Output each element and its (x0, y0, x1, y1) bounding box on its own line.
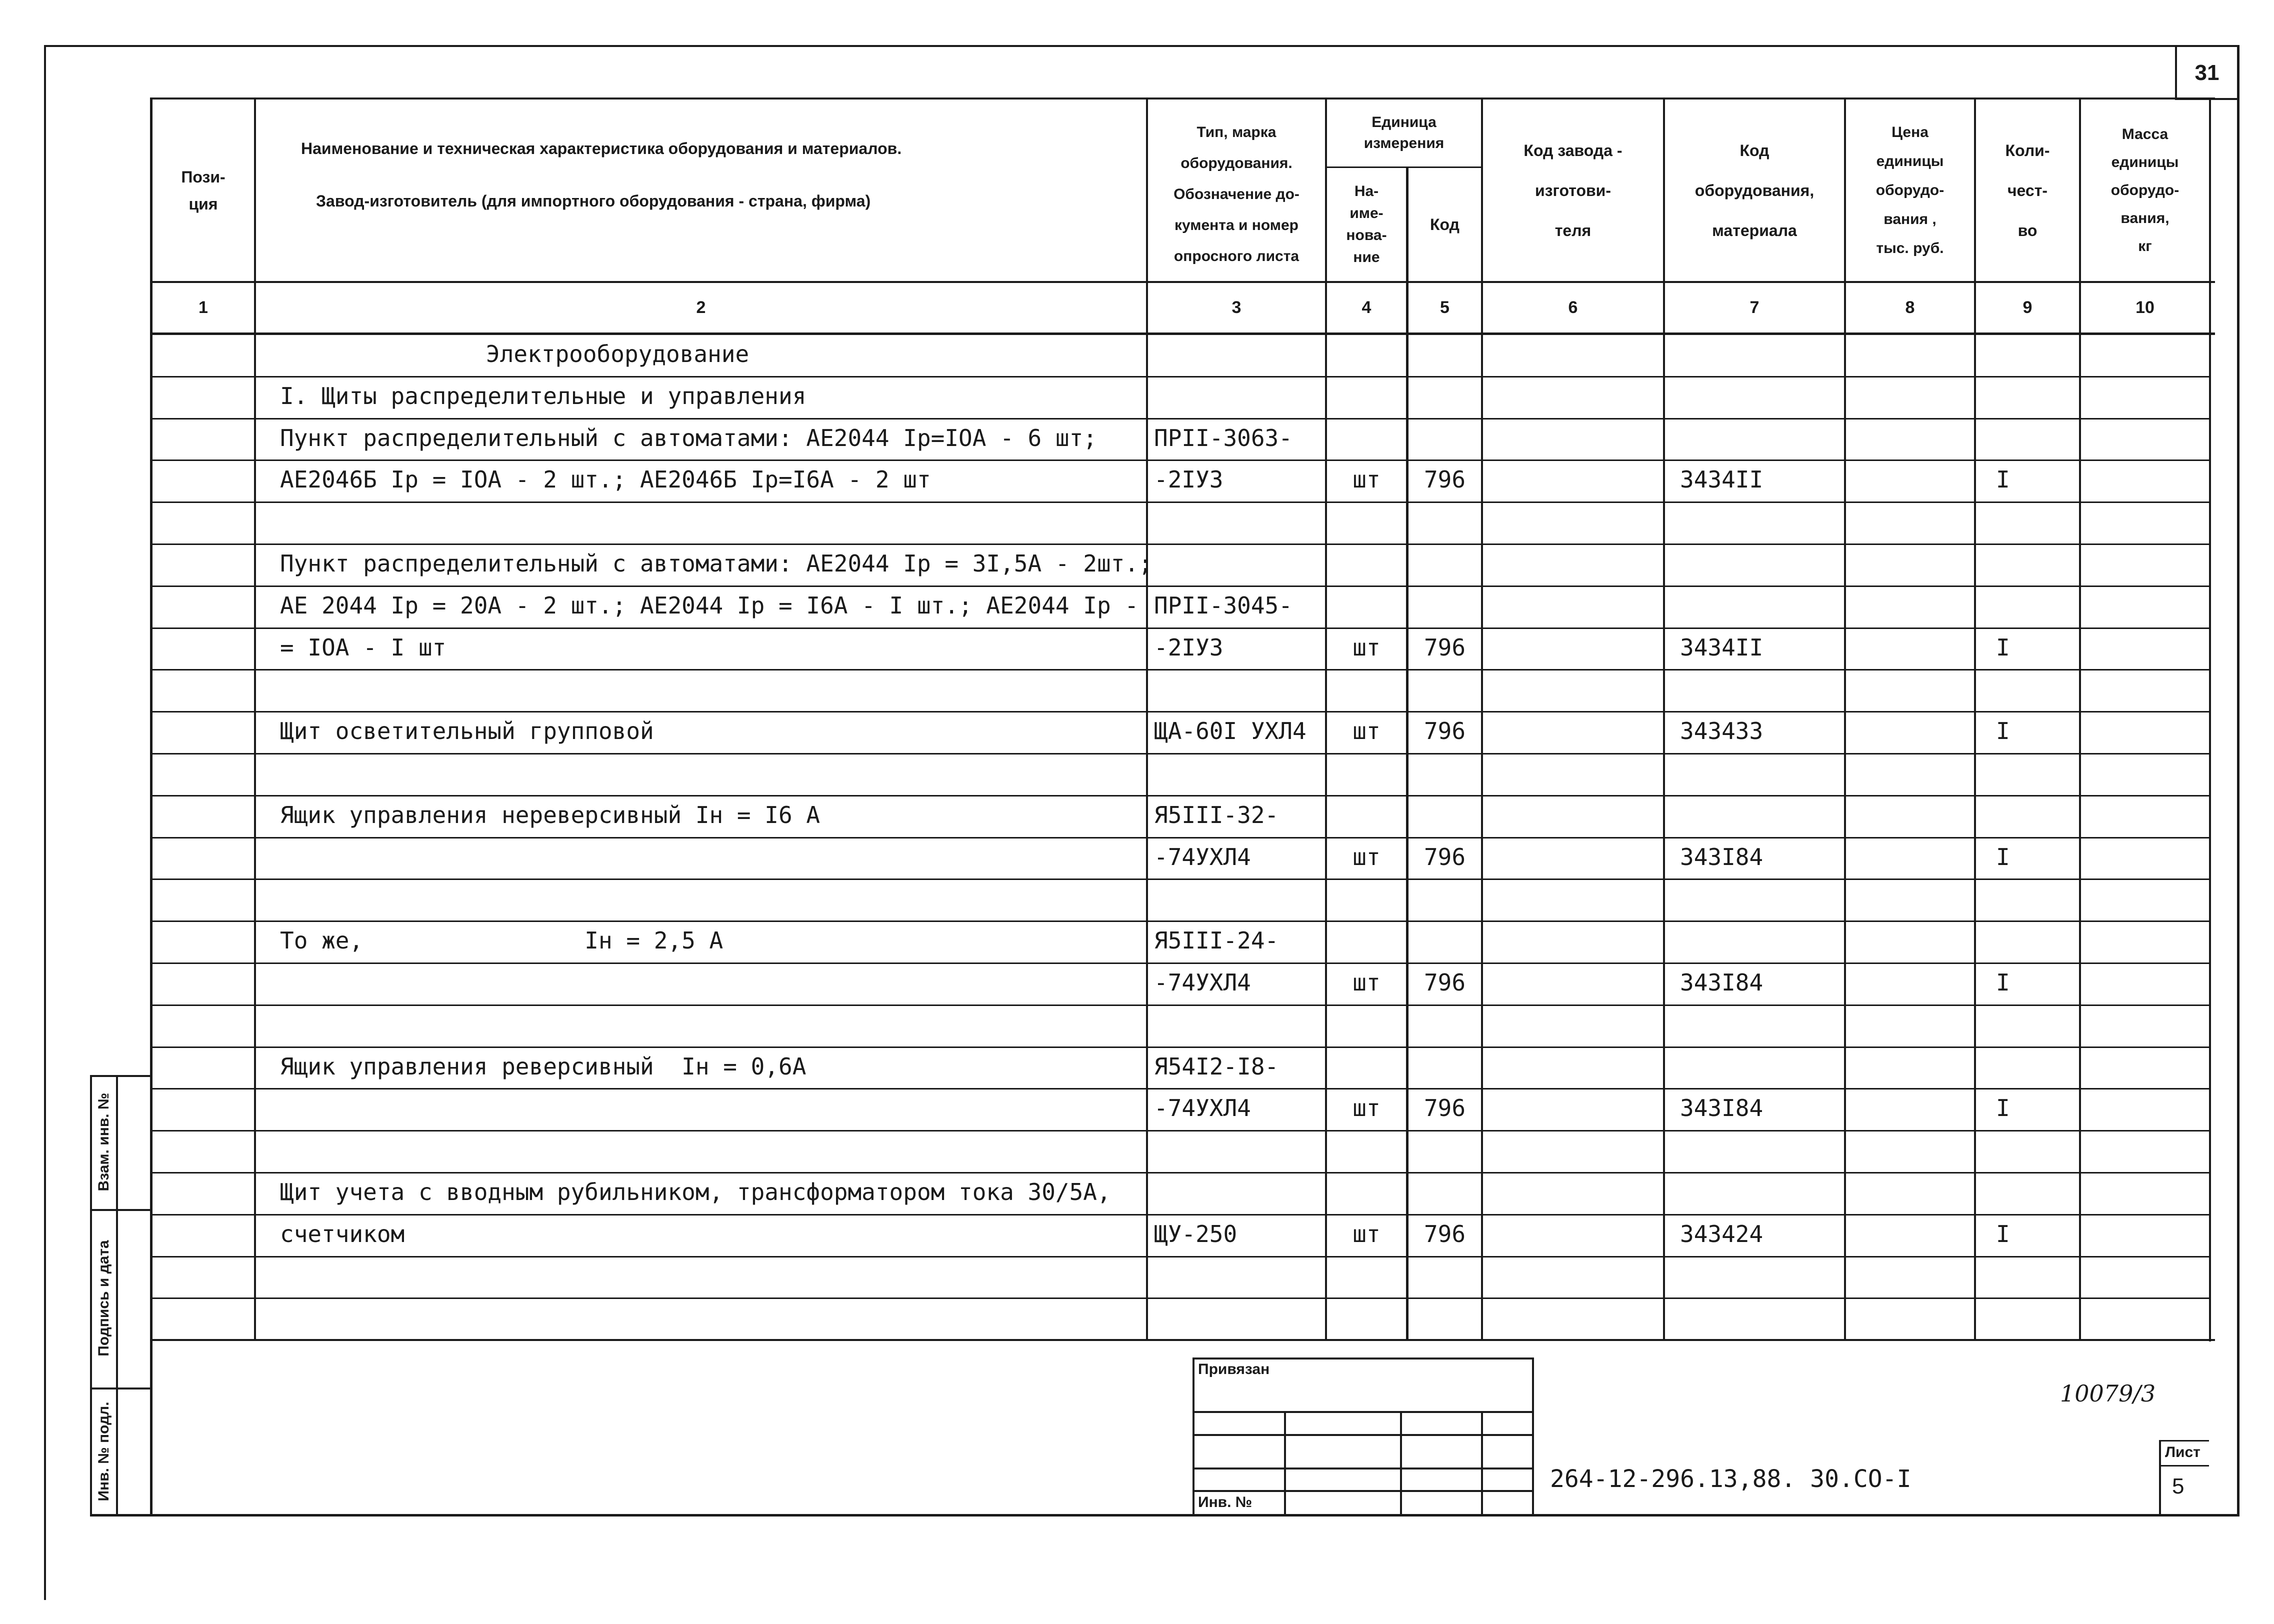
cell-type (1148, 1004, 1325, 1046)
cell-type: ПРII-3063- (1154, 424, 1292, 452)
cell-eq-code (1665, 1255, 1844, 1297)
outer-frame-right (2237, 45, 2240, 1515)
cell-eq-code (1665, 668, 1844, 710)
cell-qty: I (1996, 634, 2010, 661)
cell-eq-code (1665, 542, 1844, 584)
cell-plant (1483, 1255, 1663, 1297)
handwritten-number: 10079/3 (2060, 1380, 2156, 1407)
cell-eq-code (1665, 752, 1844, 794)
sheet-box-top (2159, 1440, 2209, 1442)
cell-code (1408, 375, 1481, 417)
cell-eq-code (1665, 1129, 1844, 1171)
cell-code (1408, 668, 1481, 710)
cell-eq-code: 343I84 (1680, 969, 1764, 996)
cell-code (1408, 333, 1481, 375)
cell-price (1846, 1255, 1974, 1297)
cell-name (256, 962, 1146, 1004)
cell-code (1408, 1129, 1481, 1171)
colnum-4: 4 (1362, 298, 1372, 317)
header-price: Цена единицы оборудо- вания , тыс. руб. (1876, 124, 1944, 256)
cell-price (1846, 542, 1974, 584)
outer-frame-top (44, 45, 2239, 47)
cell-unit (1327, 668, 1406, 710)
cell-plant (1483, 1296, 1663, 1338)
header-unit-group: Единица измерения (1364, 114, 1444, 152)
cell-price (1846, 1046, 1974, 1088)
cell-unit (1327, 584, 1406, 626)
cell-name: счетчиком (280, 1220, 405, 1248)
cell-plant (1483, 584, 1663, 626)
cell-name (256, 1087, 1146, 1129)
cell-eq-code: 3434II (1680, 466, 1764, 494)
cell-type (1148, 878, 1325, 920)
cell-qty (1976, 1004, 2079, 1046)
cell-name (256, 836, 1146, 878)
cell-code: 796 (1424, 718, 1466, 745)
cell-type (1148, 1296, 1325, 1338)
cell-plant (1483, 962, 1663, 1004)
cell-price (1846, 584, 1974, 626)
sheet-box-left (2159, 1440, 2161, 1515)
cell-qty: I (1996, 843, 2010, 870)
cell-unit: шт (1352, 718, 1380, 745)
cell-unit (1327, 1296, 1406, 1338)
cell-mass (2081, 962, 2209, 1004)
cell-unit (1327, 1004, 1406, 1046)
cell-mass (2081, 542, 2209, 584)
cell-plant (1483, 794, 1663, 836)
cell-plant (1483, 710, 1663, 752)
cell-price (1846, 920, 1974, 962)
cell-code (1408, 417, 1481, 459)
stamp-col-2 (1400, 1411, 1402, 1514)
cell-eq-code (1665, 878, 1844, 920)
cell-eq-code (1665, 920, 1844, 962)
cell-code: 796 (1424, 1220, 1466, 1248)
page-number: 31 (2194, 60, 2220, 85)
cell-plant (1483, 752, 1663, 794)
cell-price (1846, 1004, 1974, 1046)
cell-price (1846, 878, 1974, 920)
cell-mass (2081, 1046, 2209, 1088)
cell-name (256, 668, 1146, 710)
stamp-col-1 (1284, 1411, 1286, 1514)
cell-name: Пункт распределительный с автоматами: АЕ2044 Iр=IOA - 6 шт; (280, 424, 1097, 452)
header-name (256, 100, 1146, 281)
cell-unit (1327, 1046, 1406, 1088)
cell-mass (2081, 794, 2209, 836)
cell-mass (2081, 1087, 2209, 1129)
cell-plant (1483, 417, 1663, 459)
cell-plant (1483, 1213, 1663, 1255)
cell-eq-code (1665, 375, 1844, 417)
colnum-9: 9 (2022, 298, 2032, 317)
header-unit-name: На- име- нова- ние (1346, 183, 1387, 266)
cell-eq-code: 3434II (1680, 634, 1764, 661)
cell-code (1408, 752, 1481, 794)
header-eq-code: Код оборудования, материала (1694, 141, 1814, 240)
cell-name: АЕ2046Б Iр = IOA - 2 шт.; АЕ2046Б Iр=I6A - 2 шт (280, 466, 931, 494)
row-rule (150, 1340, 2209, 1341)
cell-eq-code (1665, 1171, 1844, 1213)
side-stamp-mid (116, 1075, 118, 1516)
cell-unit: шт (1352, 843, 1380, 870)
cell-name: Пункт распределительный с автоматами: АЕ2044 Iр = 3I,5A - 2шт.; (280, 550, 1152, 577)
colnum-8: 8 (1905, 298, 1915, 317)
cell-unit: шт (1352, 634, 1380, 661)
cell-code (1408, 878, 1481, 920)
side-label-inv-orig: Инв. № подл. (96, 1402, 112, 1502)
cell-plant (1483, 920, 1663, 962)
cell-qty (1976, 752, 2079, 794)
cell-eq-code (1665, 794, 1844, 836)
cell-type: ЩУ-250 (1154, 1220, 1238, 1248)
cell-name (256, 878, 1146, 920)
colnum-10: 10 (2136, 298, 2154, 317)
cell-code (1408, 500, 1481, 542)
cell-plant (1483, 626, 1663, 668)
header-mass: Масса единицы оборудо- вания, кг (2110, 126, 2180, 254)
stamp-right (1532, 1358, 1534, 1516)
cell-unit (1327, 542, 1406, 584)
cell-qty: I (1996, 1220, 2010, 1248)
cell-name: То же, Iн = 2,5 A (280, 927, 724, 954)
cell-name: Щит осветительный групповой (280, 718, 654, 745)
cell-code (1408, 1171, 1481, 1213)
cell-eq-code (1665, 1046, 1844, 1088)
stamp-left (1192, 1358, 1194, 1516)
cell-mass (2081, 1255, 2209, 1297)
colnum-1: 1 (198, 298, 208, 317)
cell-name: I. Щиты распределительные и управления (280, 382, 806, 410)
cell-unit: шт (1352, 969, 1380, 996)
cell-type: Я54I2-I8- (1154, 1052, 1279, 1080)
cell-mass (2081, 584, 2209, 626)
cell-plant (1483, 1171, 1663, 1213)
cell-qty (1976, 1046, 2079, 1088)
cell-eq-code: 343433 (1680, 718, 1764, 745)
cell-eq-code (1665, 417, 1844, 459)
cell-plant (1483, 878, 1663, 920)
cell-code (1408, 920, 1481, 962)
cell-qty (1976, 920, 2079, 962)
side-label-sign-date: Подпись и дата (96, 1240, 112, 1356)
header-type-text: Тип, марка оборудования. Обозначение до- кумента и номер опросного листа (1174, 124, 1300, 264)
cell-type: ЩА-60I УХЛ4 (1154, 718, 1306, 745)
cell-eq-code: 343I84 (1680, 843, 1764, 870)
cell-price (1846, 333, 1974, 375)
cell-plant (1483, 836, 1663, 878)
cell-name (256, 1129, 1146, 1171)
cell-price (1846, 710, 1974, 752)
sheet-label: Лист (2165, 1444, 2200, 1460)
cell-mass (2081, 710, 2209, 752)
cell-type (1148, 668, 1325, 710)
cell-mass (2081, 752, 2209, 794)
header-position: Пози- ция (181, 168, 226, 213)
sheet-box-mid (2159, 1465, 2209, 1466)
cell-code: 796 (1424, 466, 1466, 494)
side-label-vzam-inv: Взам. инв. № (96, 1092, 112, 1192)
cell-type: Я5III-32- (1154, 801, 1279, 828)
cell-price (1846, 836, 1974, 878)
cell-type: Я5III-24- (1154, 927, 1279, 954)
cell-qty (1976, 794, 2079, 836)
colnum-7: 7 (1750, 298, 1760, 317)
cell-code (1408, 1004, 1481, 1046)
cell-qty: I (1996, 466, 2010, 494)
cell-name (256, 1004, 1146, 1046)
cell-price (1846, 417, 1974, 459)
outer-frame-bottom (90, 1514, 2240, 1516)
cell-mass (2081, 1296, 2209, 1338)
cell-mass (2081, 1004, 2209, 1046)
cell-unit (1327, 1255, 1406, 1297)
cell-type (1148, 752, 1325, 794)
cell-qty (1976, 1171, 2079, 1213)
cell-qty (1976, 584, 2079, 626)
cell-name (256, 1255, 1146, 1297)
cell-qty (1976, 333, 2079, 375)
cell-plant (1483, 375, 1663, 417)
cell-name: = IOA - I шт (280, 634, 446, 661)
cell-plant (1483, 668, 1663, 710)
cell-qty (1976, 375, 2079, 417)
colnum-5: 5 (1440, 298, 1450, 317)
cell-mass (2081, 458, 2209, 500)
cell-unit: шт (1352, 466, 1380, 494)
cell-price (1846, 962, 1974, 1004)
cell-qty: I (1996, 1094, 2010, 1122)
cell-mass (2081, 375, 2209, 417)
cell-code (1408, 584, 1481, 626)
cell-price (1846, 458, 1974, 500)
cell-code: 796 (1424, 843, 1466, 870)
document-code: 264-12-296.13,88. 30.CO-I (1550, 1465, 1912, 1493)
cell-plant (1483, 1004, 1663, 1046)
colnum-6: 6 (1568, 298, 1578, 317)
table-right (2209, 98, 2211, 1342)
cell-qty (1976, 500, 2079, 542)
header-plant-code: Код завода - изготови- теля (1524, 141, 1622, 240)
cell-mass (2081, 500, 2209, 542)
cell-qty (1976, 417, 2079, 459)
cell-type (1148, 500, 1325, 542)
cell-code: 796 (1424, 634, 1466, 661)
cell-type (1148, 333, 1325, 375)
cell-type (1148, 1129, 1325, 1171)
cell-eq-code: 343I84 (1680, 1094, 1764, 1122)
cell-mass (2081, 1213, 2209, 1255)
cell-unit (1327, 920, 1406, 962)
colnum-3: 3 (1232, 298, 1242, 317)
cell-plant (1483, 1087, 1663, 1129)
cell-eq-code (1665, 1004, 1844, 1046)
cell-price (1846, 1296, 1974, 1338)
cell-name (256, 752, 1146, 794)
cell-price (1846, 668, 1974, 710)
cell-price (1846, 1171, 1974, 1213)
cell-type: -74УХЛ4 (1154, 969, 1251, 996)
cell-unit (1327, 500, 1406, 542)
cell-eq-code (1665, 500, 1844, 542)
cell-plant (1483, 458, 1663, 500)
cell-mass (2081, 626, 2209, 668)
cell-plant (1483, 333, 1663, 375)
cell-type: ПРII-3045- (1154, 592, 1292, 619)
cell-code: 796 (1424, 1094, 1466, 1122)
cell-mass (2081, 878, 2209, 920)
cell-mass (2081, 417, 2209, 459)
cell-code (1408, 794, 1481, 836)
cell-price (1846, 794, 1974, 836)
cell-price (1846, 1087, 1974, 1129)
stamp-col-3 (1481, 1411, 1483, 1514)
cell-qty (1976, 1296, 2079, 1338)
header-unit-code: Код (1430, 216, 1460, 234)
cell-eq-code (1665, 333, 1844, 375)
cell-code (1408, 1255, 1481, 1297)
cell-eq-code (1665, 584, 1844, 626)
stamp-top (1192, 1358, 1534, 1360)
cell-name (256, 500, 1146, 542)
cell-mass (2081, 920, 2209, 962)
cell-unit (1327, 417, 1406, 459)
outer-frame-left (44, 45, 46, 1600)
colnum-2: 2 (696, 298, 706, 317)
cell-type (1148, 375, 1325, 417)
cell-plant (1483, 1046, 1663, 1088)
cell-plant (1483, 1129, 1663, 1171)
cell-name: Щит учета с вводным рубильником, трансформатором тока 30/5A, (280, 1178, 1111, 1206)
cell-name (256, 1296, 1146, 1338)
cell-mass (2081, 836, 2209, 878)
stamp-privyazan: Привязан (1198, 1361, 1270, 1378)
cell-mass (2081, 668, 2209, 710)
cell-mass (2081, 1129, 2209, 1171)
cell-price (1846, 1213, 1974, 1255)
cell-qty (1976, 878, 2079, 920)
cell-code (1408, 542, 1481, 584)
cell-name: АЕ 2044 Iр = 20A - 2 шт.; АЕ2044 Iр = I6A - I шт.; АЕ2044 Iр - (280, 592, 1139, 619)
cell-unit (1327, 1129, 1406, 1171)
cell-name: Ящик управления нереверсивный Iн = I6 A (280, 801, 820, 828)
cell-plant (1483, 500, 1663, 542)
cell-plant (1483, 542, 1663, 584)
cell-eq-code (1665, 1296, 1844, 1338)
cell-unit: шт (1352, 1094, 1380, 1122)
header-name-line2: Завод-изготовитель (для импортного оборудования - страна, фирма) (316, 192, 871, 210)
cell-mass (2081, 1171, 2209, 1213)
cell-type (1148, 1171, 1325, 1213)
cell-type: -74УХЛ4 (1154, 1094, 1251, 1122)
cell-type: -74УХЛ4 (1154, 843, 1251, 870)
cell-code: 796 (1424, 969, 1466, 996)
cell-type: -2IУ3 (1154, 634, 1224, 661)
cell-unit (1327, 1171, 1406, 1213)
cell-unit (1327, 878, 1406, 920)
cell-qty: I (1996, 969, 2010, 996)
cell-qty: I (1996, 718, 2010, 745)
cell-unit (1327, 375, 1406, 417)
cell-code (1408, 1296, 1481, 1338)
cell-name: Ящик управления реверсивный Iн = 0,6A (280, 1052, 806, 1080)
cell-type (1148, 1255, 1325, 1297)
cell-eq-code: 343424 (1680, 1220, 1764, 1248)
sheet-number: 5 (2172, 1474, 2184, 1498)
cell-price (1846, 626, 1974, 668)
cell-type (1148, 542, 1325, 584)
header-qty: Коли- чест- во (2005, 141, 2050, 240)
cell-unit (1327, 794, 1406, 836)
cell-mass (2081, 333, 2209, 375)
cell-price (1846, 752, 1974, 794)
cell-type: -2IУ3 (1154, 466, 1224, 494)
cell-qty (1976, 542, 2079, 584)
cell-price (1846, 1129, 1974, 1171)
stamp-inv-no: Инв. № (1198, 1494, 1252, 1510)
header-name-line1: Наименование и техническая характеристика оборудования и материалов. (301, 140, 902, 158)
cell-price (1846, 500, 1974, 542)
cell-price (1846, 375, 1974, 417)
cell-name: Электрооборудование (486, 340, 750, 368)
cell-qty (1976, 1255, 2079, 1297)
cell-unit (1327, 752, 1406, 794)
cell-qty (1976, 668, 2079, 710)
cell-unit: шт (1352, 1220, 1380, 1248)
cell-code (1408, 1046, 1481, 1088)
cell-qty (1976, 1129, 2079, 1171)
cell-unit (1327, 333, 1406, 375)
